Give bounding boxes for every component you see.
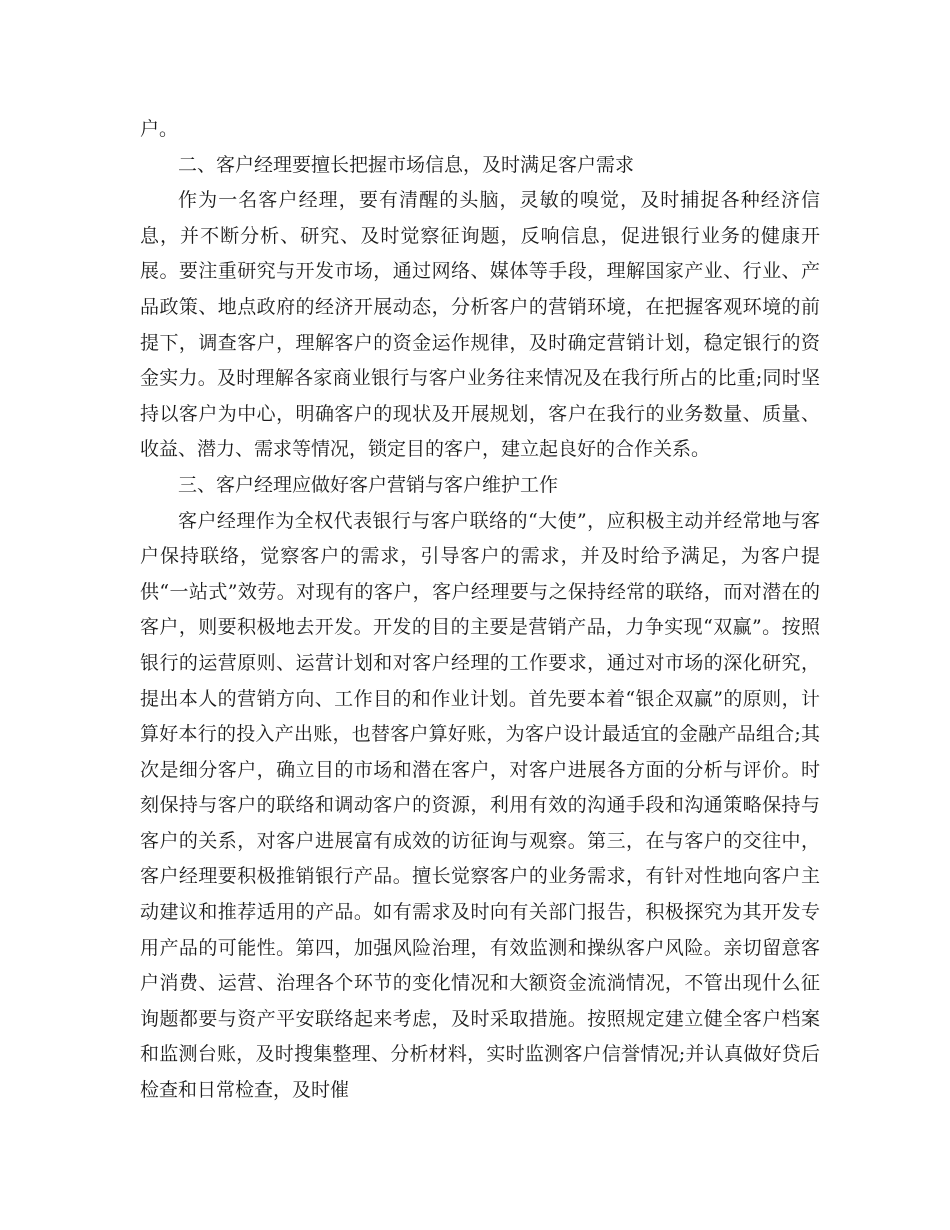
body-paragraph: 客户经理作为全权代表银行与客户联络的“大使”，应积极主动并经常地与客户保持联络，觉察客户的需求，引导客户的需求，并及时给予满足，为客户提供“一站式”效劳。对现有的客户，客户经理要与之保持经常的联络，而对潜在的客户，则要积极地去开发。开发的目的主要是营销产品，力争实现“双赢”。按照银行的运营原则、运营计划和对客户经理的工作要求，通过对市场的深化研究，提出本人的营销方向、工作目的和作业计划。首先要本着“银企双赢”的原则，计算好本行的投入产出账，也替客户算好账，为客户设计最适宜的金融产品组合;其次是细分客户，确立目的市场和潜在客户，对客户进展各方面的分析与评价。时刻保持与客户的联络和调动客户的资源，利用有效的沟通手段和沟通策略保持与客户的关系，对客户进展富有成效的访征询与观察。第三，在与客户的交往中，客户经理要积极推销银行产品。擅长觉察客户的业务需求，有针对性地向客户主动建议和推荐适用的产品。如有需求及时向有关部门报告，积极探究为其开发专用产品的可能性。第四，加强风险治理，有效监测和操纵客户风险。亲切留意客户消费、运营、治理各个环节的变化情况和大额资金流淌情况，不管出现什么征询题都要与资产平安联络起来考虑，及时采取措施。按照规定建立健全客户档案和监测台账，及时搜集整理、分析材料，实时监测客户信誉情况;并认真做好贷后检查和日常检查，及时催 [140,509,820,1102]
section-heading-3: 三、客户经理应做好客户营销与客户维护工作 [178,473,559,496]
document-body [140,112,820,1109]
section-heading-2: 二、客户经理要擅长把握市场信息，及时满足客户需求 [178,153,635,176]
continuation-paragraph: 户。 [140,118,179,140]
body-paragraph: 作为一名客户经理，要有清醒的头脑，灵敏的嗅觉，及时捕捉各种经济信息，并不断分析、研究、及时觉察征询题，反响信息，促进银行业务的健康开展。要注重研究与开发市场，通过网络、媒体等手段，理解国家产业、行业、产品政策、地点政府的经济开展动态，分析客户的营销环境，在把握客观环境的前提下，调查客户，理解客户的资金运作规律，及时确定营销计划，稳定银行的资金实力。及时理解各家商业银行与客户业务往来情况及在我行所占的比重;同时坚持以客户为中心，明确客户的现状及开展规划，客户在我行的业务数量、质量、收益、潜力、需求等情况，锁定目的客户，建立起良好的合作关系。 [140,189,820,461]
